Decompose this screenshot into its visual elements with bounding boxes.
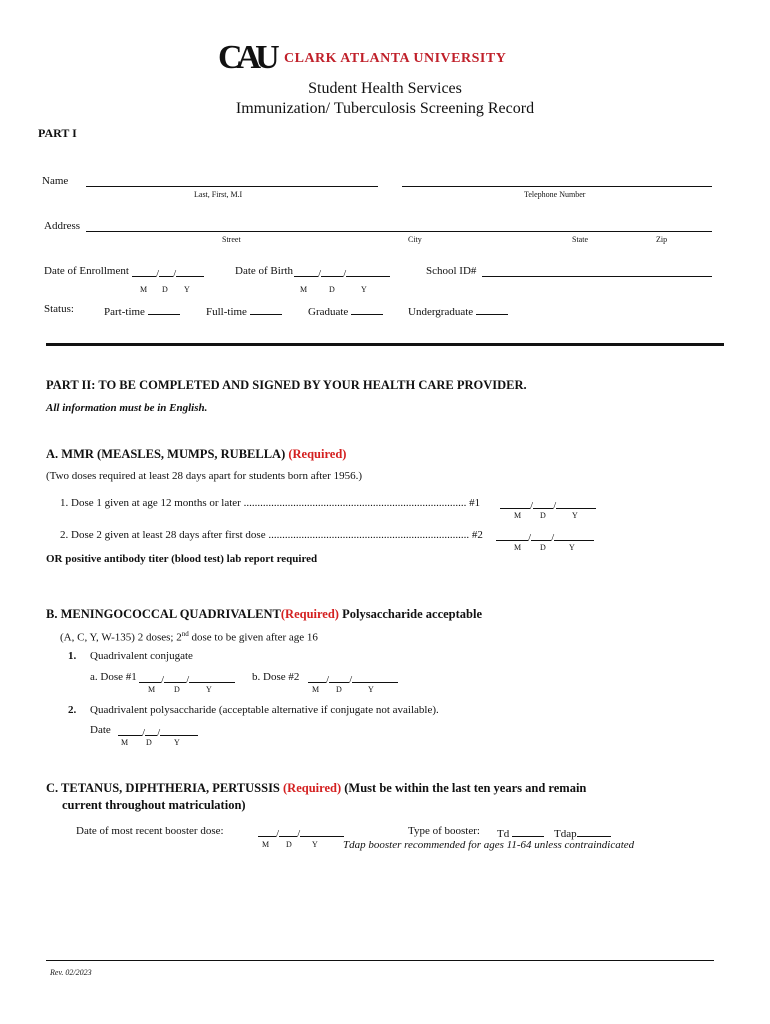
enroll-y: Y [184, 285, 190, 294]
mening-b-d: D [336, 685, 342, 694]
mening-item1-label: Quadrivalent conjugate [90, 650, 193, 662]
mening-note-post: dose to be given after age 16 [188, 631, 318, 644]
address-label: Address [44, 220, 81, 232]
street-sublabel: Street [222, 235, 241, 244]
dob-d: D [329, 285, 335, 294]
tdap-title: C. TETANUS, DIPHTHERIA, PERTUSSIS [46, 781, 280, 795]
dob-m: M [300, 285, 308, 294]
svg-text:CLARK ATLANTA UNIVERSITY: CLARK ATLANTA UNIVERSITY [284, 51, 507, 66]
mening-date-y: Y [174, 738, 180, 747]
mening-a-y: Y [206, 685, 212, 694]
tdap-heading [46, 781, 586, 796]
mening-item2-label: Quadrivalent polysaccharide (acceptable alternative if conjugate not available). [90, 704, 439, 716]
mmr-d2-m: M [514, 543, 522, 552]
mmr-d2-y: Y [569, 543, 575, 552]
mening-title: B. MENINGOCOCCAL QUADRIVALENT [46, 607, 281, 621]
tdap-y: Y [312, 840, 318, 849]
mmr-d2-d: D [540, 543, 546, 552]
status-fulltime-option[interactable] [206, 303, 282, 318]
mening-item2-num: 2. [68, 704, 77, 716]
dob-field[interactable]: / / [294, 265, 390, 280]
school-id-field[interactable] [482, 264, 712, 277]
tdap-d: D [286, 840, 292, 849]
name-label: Name [42, 175, 69, 187]
tdap-recommend: Tdap booster recommended for ages 11-64 unless contraindicated [343, 839, 635, 851]
part1-heading: PART I [38, 126, 77, 140]
mening-dose-a-label: a. Dose #1 [90, 671, 137, 683]
enroll-d: D [162, 285, 168, 294]
revision-label: Rev. 02/2023 [50, 968, 92, 977]
mmr-or-text: OR positive antibody titer (blood test) lab report required [46, 553, 318, 565]
status-undergrad-option[interactable] [408, 303, 508, 318]
university-logo [216, 38, 516, 78]
enrollment-date-field[interactable]: / / [132, 265, 204, 280]
state-sublabel: State [572, 235, 588, 244]
td-option[interactable] [497, 825, 544, 840]
name-field[interactable] [86, 174, 378, 187]
mening-dose-b-label: b. Dose #2 [252, 671, 300, 683]
mening-a-m: M [148, 685, 156, 694]
address-field[interactable] [86, 219, 712, 232]
tdap-m: M [262, 840, 270, 849]
dob-label: Date of Birth [235, 265, 294, 277]
section-divider [46, 343, 724, 346]
mening-date-d: D [146, 738, 152, 747]
zip-sublabel: Zip [656, 235, 668, 244]
mening-a-d: D [174, 685, 180, 694]
enroll-m: M [140, 285, 148, 294]
dob-y: Y [361, 285, 367, 294]
mening-b-y: Y [368, 685, 374, 694]
mmr-title: A. MMR (MEASLES, MUMPS, RUBELLA) [46, 447, 286, 461]
tdap-required: (Required) [283, 781, 342, 795]
footer-divider [46, 960, 714, 961]
part2-heading: PART II: TO BE COMPLETED AND SIGNED BY YOUR HEALTH CARE PROVIDER. [46, 378, 527, 392]
status-parttime-option[interactable] [104, 303, 180, 318]
mening-date-field[interactable]: / / [118, 724, 198, 739]
mening-item1-num: 1. [68, 650, 77, 662]
mening-note-sup: nd [181, 630, 189, 638]
status-label: Status: [44, 303, 74, 315]
school-id-label: School ID# [426, 265, 477, 277]
undergrad-label: Undergraduate [408, 306, 474, 318]
tdap-heading-line2: current throughout matriculation) [62, 798, 246, 812]
enrollment-label: Date of Enrollment [44, 265, 129, 277]
tdap-option-label: Tdap [554, 828, 577, 840]
tdap-booster-label: Date of most recent booster dose: [76, 825, 224, 837]
mening-date-m: M [121, 738, 129, 747]
mmr-d1-m: M [514, 511, 522, 520]
mmr-dose1-date-field[interactable]: / / [500, 497, 596, 512]
mening-note-pre: (A, C, Y, W-135) 2 doses; 2 [60, 631, 182, 644]
td-label: Td [497, 828, 510, 840]
svg-text:CAU: CAU [218, 39, 274, 76]
parttime-label: Part-time [104, 306, 145, 318]
part2-subnote: All information must be in English. [46, 402, 208, 414]
mmr-dose2-date-field[interactable]: / / [496, 529, 594, 544]
mening-heading [46, 607, 482, 622]
logo-emblem-icon [216, 38, 516, 78]
mmr-d1-d: D [540, 511, 546, 520]
mmr-dose2-label: 2. Dose 2 given at least 28 days after first dose ......................................................................... #2 [60, 529, 483, 541]
tdap-extra: (Must be within the last ten years and remain [341, 781, 587, 795]
mening-dose-a-date-field[interactable]: / / [139, 671, 235, 686]
tdap-option[interactable] [554, 825, 611, 840]
mmr-heading [46, 447, 346, 462]
mening-note [60, 630, 318, 644]
mening-b-m: M [312, 685, 320, 694]
name-sublabel: Last, First, M.I [194, 190, 243, 199]
mening-dose-b-date-field[interactable]: / / [308, 671, 398, 686]
tdap-type-label: Type of booster: [408, 825, 480, 837]
status-graduate-option[interactable] [308, 303, 383, 318]
mmr-d1-y: Y [572, 511, 578, 520]
page-title: Student Health Services [308, 80, 462, 97]
telephone-field[interactable] [402, 174, 712, 187]
telephone-sublabel: Telephone Number [524, 190, 586, 199]
mening-required: (Required) [280, 607, 339, 621]
mening-date-label: Date [90, 724, 111, 736]
page-subtitle: Immunization/ Tuberculosis Screening Record [235, 100, 535, 117]
graduate-label: Graduate [308, 306, 349, 318]
fulltime-label: Full-time [206, 306, 247, 318]
city-sublabel: City [408, 235, 422, 244]
mening-extra: Polysaccharide acceptable [338, 607, 483, 621]
mmr-dose1-label: 1. Dose 1 given at age 12 months or later ................................................................................. #1 [60, 497, 481, 509]
mmr-note: (Two doses required at least 28 days apart for students born after 1956.) [46, 470, 362, 482]
tdap-booster-date-field[interactable]: / / [258, 825, 344, 840]
mmr-required: (Required) [288, 447, 347, 461]
